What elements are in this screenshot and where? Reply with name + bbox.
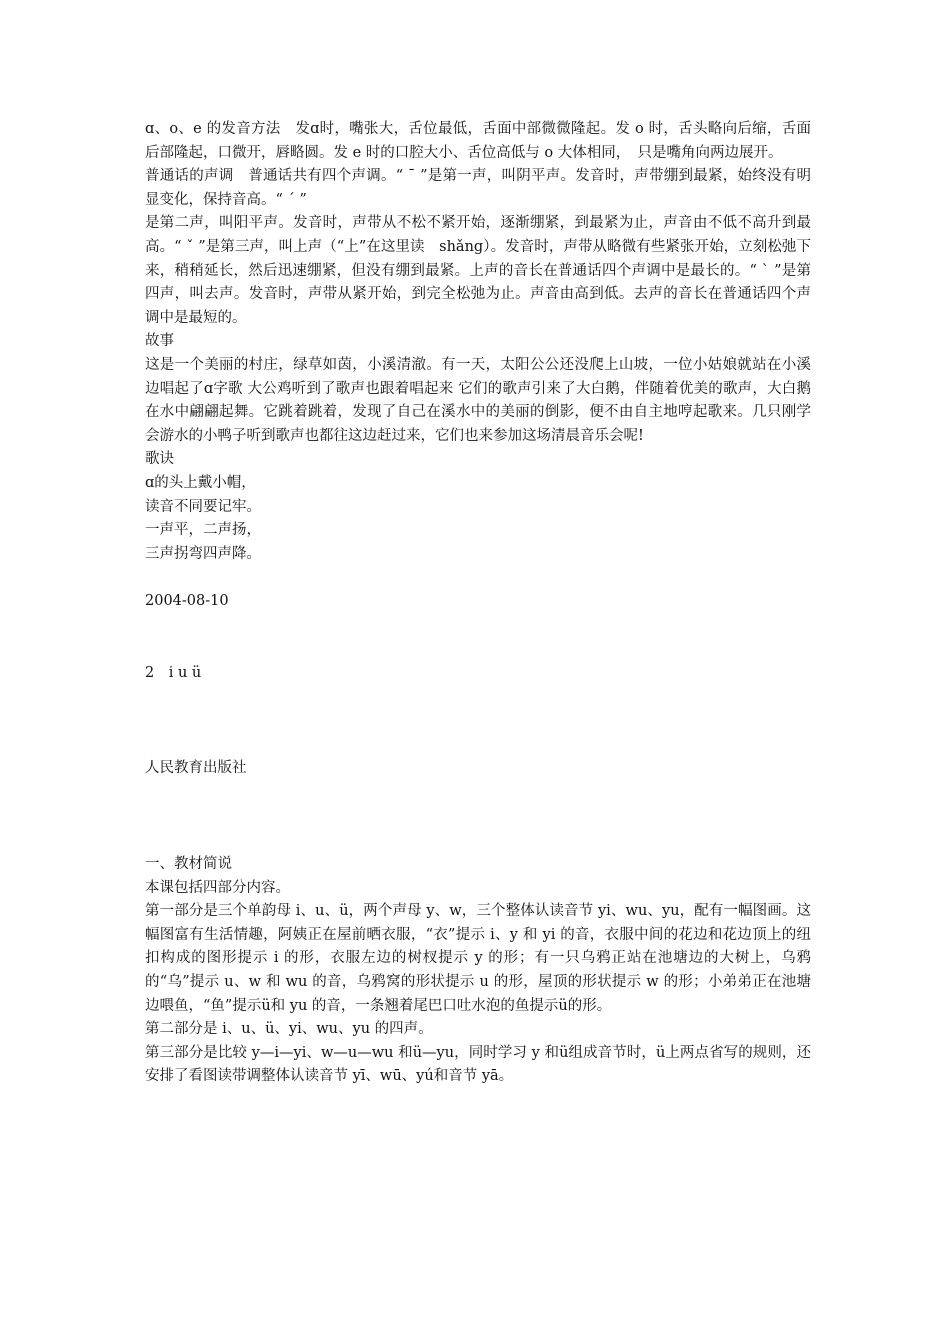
date-line: 2004-08-10: [145, 593, 229, 610]
lesson-title: 2 i u ü: [145, 664, 202, 681]
document-page: [145, 118, 811, 1089]
part2-paragraph: 第二部分是 i、u、ü、yi、wu、yu 的四声。: [145, 1021, 433, 1038]
tones-paragraph-2: 是第二声，叫阳平声。发音时，声带从不松不紧开始，逐渐绷紧，到最紧为止，声音由不低不高升到最高。“ ˇ ”是第三声，叫上声（“上”在这里读 shǎng）。发音时，声带从略微有些紧张开始，立刻松弛下来，稍稍延长，然后迅速绷紧，但没有绷到最紧。上声的音长在普通话四个声调中是最长的。“ ˋ ”是第四声，叫去声。发音时，声带从紧开始，到完全松弛为止。声音由高到低。去声的音长在普通话四个声调中是最短的。: [145, 215, 811, 326]
part1-paragraph: 第一部分是三个单韵母 i、u、ü，两个声母 y、w，三个整体认读音节 yi、wu、yu，配有一幅图画。这幅图富有生活情趣，阿姨正在屋前晒衣服，“衣”提示 i、y 和 yi 的音，衣服中间的花边和花边顶上的纽扣构成的图形提示 i 的形，衣服左边的树杈提示 y 的形；有一只乌鸦正站在池塘边的大树上，乌鸦的“乌”提示 u、w 和 wu 的音，乌鸦窝的形状提示 u 的形，屋顶的形状提示 w 的形；小弟弟正在池塘边喂鱼，“鱼”提示ü和 yu 的音，一条翘着尾巴口吐水泡的鱼提示ü的形。: [145, 903, 811, 1014]
intro-line: 本课包括四部分内容。: [145, 879, 290, 896]
rhyme-line: ɑ的头上戴小帽，: [145, 474, 256, 491]
aoe-method-paragraph: ɑ、o、e 的发音方法 发ɑ时，嘴张大，舌位最低，舌面中部微微隆起。发 o 时，舌头略向后缩，舌面后部隆起，口微开，唇略圆。发 e 时的口腔大小、舌位高低与 o 大体相同， 只是嘴角向两边展开。: [145, 121, 811, 161]
rhyme-heading: 歌诀: [145, 451, 174, 468]
rhyme-line: 一声平，二声扬，: [145, 522, 261, 539]
story-paragraph: 这是一个美丽的村庄，绿草如茵，小溪清澈。有一天，太阳公公还没爬上山坡，一位小姑娘就站在小溪边唱起了ɑ字歌 大公鸡听到了歌声也跟着唱起来 它们的歌声引来了大白鹅，伴随着优美的歌声，大白鹅在水中翩翩起舞。它跳着跳着，发现了自己在溪水中的美丽的倒影，便不由自主地哼起歌来。几只刚学会游水的小鸭子听到歌声也都往这边赶过来，它们也来参加这场清晨音乐会呢!: [145, 356, 811, 444]
publisher-line: 人民教育出版社: [145, 760, 247, 777]
part3-paragraph: 第三部分是比较 y—i—yi、w—u—wu 和ü—yu，同时学习 y 和ü组成音节时，ü上两点省写的规则，还安排了看图读带调整体认读音节 yī、wū、yú和音节 yā。: [145, 1044, 811, 1085]
story-heading: 故事: [145, 333, 174, 350]
rhyme-line: 三声拐弯四声降。: [145, 545, 261, 562]
rhyme-line: 读音不同要记牢。: [145, 498, 261, 515]
tones-paragraph-1: 普通话的声调 普通话共有四个声调。“ ˉ ”是第一声，叫阴平声。发音时，声带绷到最紧，始终没有明显变化，保持音高。“ ˊ ”: [145, 168, 811, 208]
section-heading: 一、教材简说: [145, 856, 232, 873]
